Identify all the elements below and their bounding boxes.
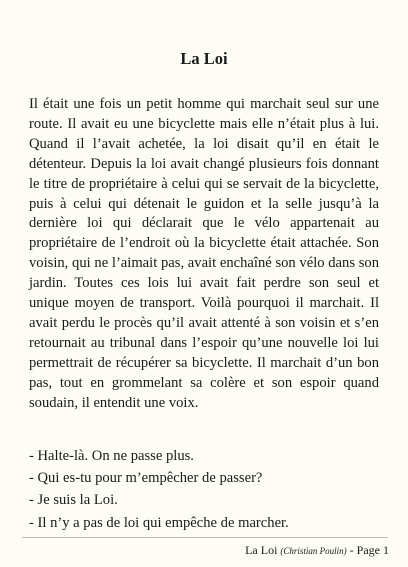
footer-page-number: Page 1 [356,543,389,557]
dialogue-line: - Qui es-tu pour m’empêcher de passer? [29,470,263,487]
dialogue-line: - Halte-là. On ne passe plus. [29,448,194,464]
dialogue-line: - Il n’y a pas de loi qui empêche de marcher. [29,514,289,531]
document-title: La Loi [180,49,228,68]
footer-divider [22,537,388,538]
footer-author: (Christian Poulin) [280,546,347,556]
story-paragraph: Il était une fois un petit homme qui marchait seul sur une route. Il avait eu une bicyclette mais elle n’était plus à lui. Quand il l’avait achetée, la loi disait qu’il en était le détenteur. Depuis la loi avait changé plusieurs fois donnant le titre de propriétaire à celui qui se servait de la bicyclette, puis à celui qui détenait le guidon et la selle jusqu’à la dernière loi qui déclarait que le vélo appartenait au propriétaire de l’endroit où la bicyclette était attachée. Son voisin, qui ne l’aimait pas, avait enchaîné son vélo dans son jardin. Toutes ces lois lui avait fait perdre son seul et unique moyen de transport. Voilà pourquoi il marchait. Il avait perdu le procès qu’il avait attenté à son voisin et s’en retournait au tribunal dans l’espoir qu’une nouvelle loi lui permettrait de récupérer sa bicyclette. Il marchait d’un bon pas, tout en grommelant sa colère et son espoir quand soudain, il entendit une voix. [29,96,379,411]
footer-separator: - [349,543,354,557]
footer-title: La Loi [245,543,278,557]
dialogue-list [29,445,379,534]
page-footer [245,542,389,559]
dialogue-line: - Je suis la Loi. [29,492,118,509]
